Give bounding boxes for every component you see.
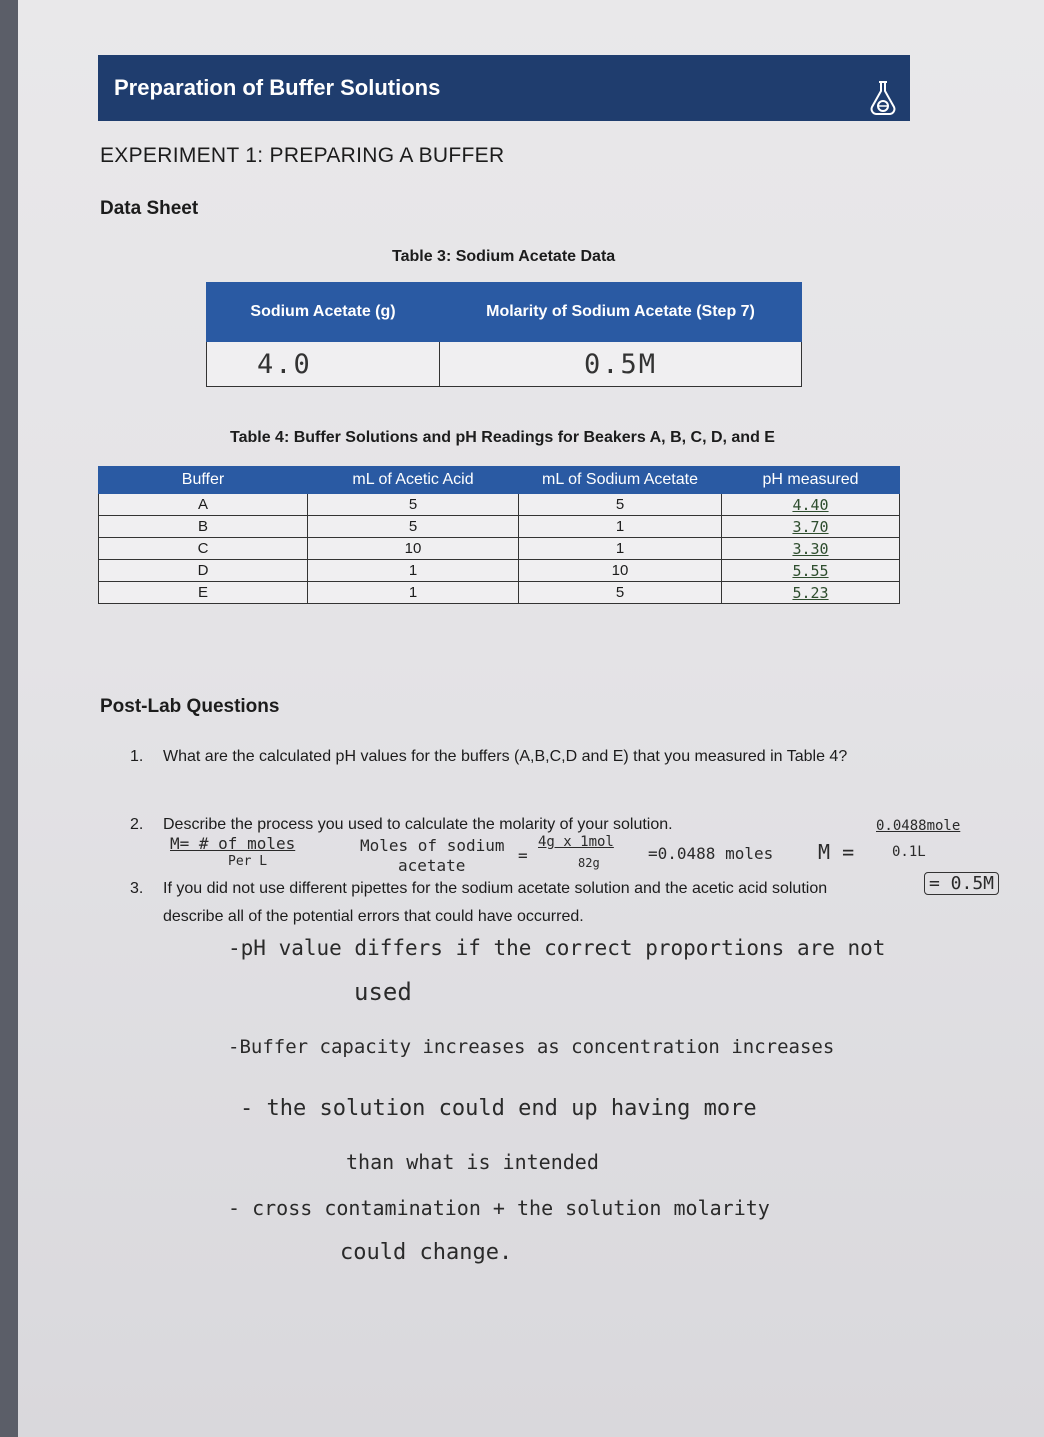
table3-caption: Table 3: Sodium Acetate Data bbox=[392, 248, 616, 265]
table-cell: 1 bbox=[519, 538, 722, 560]
q2-fraction-top: 0.0488mole bbox=[876, 818, 961, 834]
q3-text-line2: describe all of the potential errors that could have occurred. bbox=[163, 908, 584, 925]
table-cell: B bbox=[99, 516, 308, 538]
table-cell: 5 bbox=[308, 516, 519, 538]
table3-molarity-value: 0.5M bbox=[440, 342, 802, 387]
experiment-title: EXPERIMENT 1: PREPARING A BUFFER bbox=[100, 144, 505, 167]
q3-answer-line: used bbox=[354, 978, 412, 1006]
table-cell: A bbox=[99, 494, 308, 516]
q1-number: 1. bbox=[130, 748, 144, 765]
table-cell: E bbox=[99, 582, 308, 604]
table3-header-molarity: Molarity of Sodium Acetate (Step 7) bbox=[440, 283, 802, 342]
q2-result: =0.0488 moles bbox=[648, 844, 774, 863]
table-cell: 10 bbox=[308, 538, 519, 560]
ph-value: 4.40 bbox=[722, 494, 900, 516]
q2-formula-top: M= # of moles bbox=[170, 834, 296, 853]
q2-formula-bottom: Per L bbox=[228, 854, 268, 869]
table-cell: 1 bbox=[308, 582, 519, 604]
q2-m-equals: M = bbox=[818, 840, 855, 864]
page-title: Preparation of Buffer Solutions bbox=[114, 75, 441, 100]
q2-number: 2. bbox=[130, 816, 144, 833]
table-cell: 5 bbox=[519, 582, 722, 604]
table-cell: 5 bbox=[308, 494, 519, 516]
table-row bbox=[99, 538, 900, 560]
table-cell: 10 bbox=[519, 560, 722, 582]
q2-text: Describe the process you used to calculate the molarity of your solution. bbox=[163, 816, 673, 833]
q3-answer-line: could change. bbox=[340, 1240, 513, 1265]
q2-final-answer: = 0.5M bbox=[924, 872, 999, 895]
table-row bbox=[99, 516, 900, 538]
ph-value: 3.30 bbox=[722, 538, 900, 560]
postlab-title: Post-Lab Questions bbox=[100, 696, 280, 717]
table-cell: 1 bbox=[308, 560, 519, 582]
table-cell: 1 bbox=[519, 516, 722, 538]
table4-header-buffer: Buffer bbox=[99, 467, 308, 494]
table-cell: C bbox=[99, 538, 308, 560]
q3-text-line1: If you did not use different pipettes for the sodium acetate solution and the acetic acid solution bbox=[163, 880, 828, 897]
q3-answer-line: -pH value differs if the correct proportions are not bbox=[228, 936, 886, 960]
worksheet-page bbox=[18, 0, 1044, 1437]
q2-fraction-bottom: 0.1L bbox=[892, 844, 926, 860]
table3-mass-value: 4.0 bbox=[207, 342, 440, 387]
buffer-solutions-table bbox=[98, 466, 900, 604]
table4-header-sodium: mL of Sodium Acetate bbox=[519, 467, 722, 494]
table-cell: D bbox=[99, 560, 308, 582]
q2-equals: = bbox=[518, 846, 528, 865]
ph-value: 5.55 bbox=[722, 560, 900, 582]
q1-text: What are the calculated pH values for the buffers (A,B,C,D and E) that you measured in Table 4? bbox=[163, 748, 848, 765]
q2-calc-top: 4g x 1mol bbox=[538, 834, 614, 850]
flask-icon bbox=[868, 79, 898, 115]
header-banner bbox=[98, 55, 910, 119]
table-cell: 5 bbox=[519, 494, 722, 516]
table4-caption: Table 4: Buffer Solutions and pH Readings for Beakers A, B, C, D, and E bbox=[230, 429, 775, 446]
sodium-acetate-table bbox=[206, 282, 802, 387]
q3-answer-line: - the solution could end up having more bbox=[240, 1096, 757, 1121]
ph-value: 3.70 bbox=[722, 516, 900, 538]
q3-number: 3. bbox=[130, 880, 144, 897]
q2-calc-bottom: 82g bbox=[578, 856, 600, 870]
q3-answer-line: than what is intended bbox=[346, 1150, 599, 1174]
table4-header-ph: pH measured bbox=[722, 467, 900, 494]
section-title: Data Sheet bbox=[100, 198, 199, 219]
banner-rule bbox=[98, 119, 910, 121]
ph-value: 5.23 bbox=[722, 582, 900, 604]
q2-moles-label-bottom: acetate bbox=[398, 856, 466, 875]
table3-header-mass: Sodium Acetate (g) bbox=[207, 283, 440, 342]
q3-answer-line: - cross contamination + the solution molarity bbox=[228, 1196, 770, 1220]
table-row bbox=[99, 582, 900, 604]
q2-moles-label-top: Moles of sodium bbox=[360, 836, 505, 855]
table4-header-acetic: mL of Acetic Acid bbox=[308, 467, 519, 494]
table-row bbox=[99, 494, 900, 516]
table-row bbox=[99, 560, 900, 582]
q3-answer-line: -Buffer capacity increases as concentration increases bbox=[228, 1036, 835, 1058]
